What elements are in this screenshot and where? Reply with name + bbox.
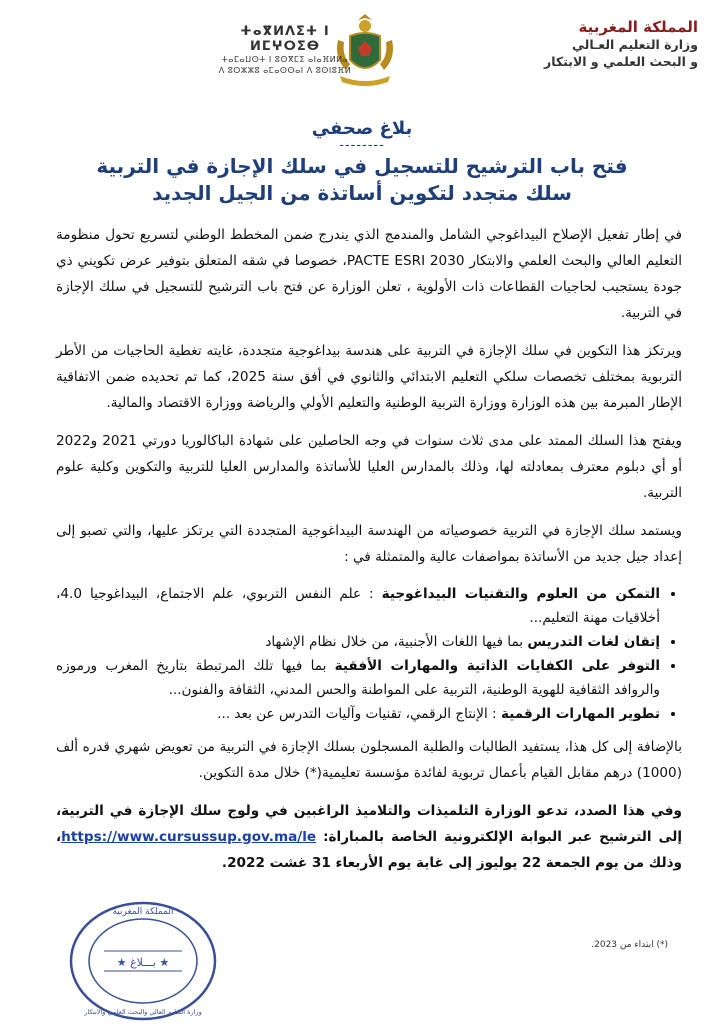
list-item-title: إتقان لغات التدريس [527,634,660,650]
list-item [56,654,660,702]
list-item-text: بما فيها تلك المرتبطة بتاريخ المغرب ورموزه والروافد الثقافية للهوية الوطنية، التربية على المواطنة والحس المدني، الثقافة والفنون... [56,658,660,698]
title-line-2: سلك متجدد لتكوين أساتذة من الجيل الجديد [152,181,572,205]
tifinagh-line-1: ⵜⴰⴳⵍⴷⵉⵜ ⵏ ⵍⵎⵖⵔⵉⴱ [240,24,330,54]
ministry-arabic-name [473,18,698,70]
cta-dates: ، وذلك من يوم الجمعة 22 يوليوز إلى غاية يوم الأربعاء 31 غشت 2022. [56,829,682,871]
tifinagh-line-2: ⵜⴰⵎⴰⵡⵙⵜ ⵏ ⵓⵙⴳⵎⵉ ⴰⵏⴰⴼⵍⵍⴰ [221,55,349,64]
competency-list [56,582,682,726]
paragraph-call-to-apply [56,798,682,876]
document-type: بلاغ صحفي [311,118,413,139]
application-portal-link[interactable]: https://www.cursussup.gov.ma/le [61,829,317,845]
letterhead [0,10,724,100]
footnote: (*) ابتداء من 2023. [591,940,668,950]
list-item-title: التمكن من العلوم والتقنيات البيداغوجية [381,586,660,602]
title-block [60,118,664,207]
paragraph-training: ويرتكز هذا التكوين في سلك الإجازة في التربية على هندسة بيداغوجية متجددة، غايته تغطية الحاجيات من الأطر التربوية بمختلف تخصصات سلكي التعليم الابتدائي والثانوي في أفق سنة 2025، كما تم تحديده ضمن الاتفاقية الإطار المبرمة بين هذه الوزارة ووزارة التربية الوطنية والتعليم الأولي والرياضة ووزارة الاقتصاد والمالية. [56,343,682,411]
ministry-line-2: و البحث العلمي و الابتكار [544,54,698,69]
stamp-center-text: ★ بـــلاغ ★ [116,956,170,969]
list-item-title: تطوير المهارات الرقمية [500,706,660,722]
list-item [56,702,660,726]
cta-text: وفي هذا الصدد، تدعو الوزارة التلميذات والتلاميذ الراغبين في ولوج سلك الإجازة في التربية، إلى الترشيح عبر البوابة الإلكترونية الخاصة بالمباراة: [56,803,683,845]
stamp-bottom-text: وزارة التعليم العالي والبحث العلمي والابتكار [84,1008,202,1016]
paragraph-profile: ويستمد سلك الإجازة في التربية خصوصياته من الهندسة البيداغوجية المتجددة التي يرتكز عليها، والتي تصبو إلى إعداد جيل جديد من الأساتذة بمواصفات عالية والمتمثلة في : [56,523,682,565]
list-item [56,582,660,630]
paragraph-stipend: بالإضافة إلى كل هذا، يستفيد الطالبات والطلبة المسجلون بسلك الإجازة في التربية من تعويض شهري قدره ألف (1000) درهم مقابل القيام بأعمال تربوية لفائدة مؤسسة تعليمية(*) خلال مدة التكوين. [56,739,682,781]
kingdom-name: المملكة المغربية [578,18,698,36]
stamp-top-text: المملكة المغربية [112,907,174,917]
list-item-text: : الإنتاج الرقمي، تقنيات وآليات التدرس عن بعد ... [217,706,497,722]
document-body [56,222,682,882]
paragraph-intro: في إطار تفعيل الإصلاح البيداغوجي الشامل والمندمج الذي يندرج ضمن المخطط الوطني لتسريع تحول منظومة التعليم العالي والبحث العلمي والابتكار PACTE ESRI 2030، خصوصا في شقه المتعلق بتوفير عرض تكويني ذي جودة يستجيب لحاجيات القطاعات ذات الأولوية ، تعلن الوزارة عن فتح باب الترشيح للتسجيل في سلك الإجازة في التربية. [56,227,682,321]
ministry-line-1: وزارة التعليم العـالي [571,37,698,52]
list-item-text: : علم النفس التربوي، علم الاجتماع، البيداغوجيا 4.0، أخلاقيات مهنة التعليم... [56,586,660,626]
ministry-stamp-icon [68,900,218,1022]
title-separator: -------- [339,138,385,153]
ministry-tifinagh-name [210,24,360,76]
list-item-text: بما فيها اللغات الأجنبية، من خلال نظام الإشهاد [265,634,524,650]
paragraph-eligibility: ويفتح هذا السلك الممتد على مدى ثلاث سنوات في وجه الحاصلين على شهادة الباكالوريا دورتي 2021 و2022 أو أي دبلوم معترف بمعادلته لها، وذلك بالمدارس العليا للأساتذة والمدارس العليا للتربية والتكوين وكلية علوم التربية. [56,433,682,501]
tifinagh-line-3: ⴷ ⵓⵔⵣⵣⵓ ⴰⵎⴰⵙⵙⴰⵏ ⴷ ⵓⵙⵏⵓⴼⵍ [218,66,352,75]
list-item-title: التوفر على الكفايات الذاتية والمهارات الأفقية [334,658,660,674]
list-item [56,630,660,654]
title-line-1: فتح باب الترشيح للتسجيل في سلك الإجازة في التربية [96,154,628,178]
